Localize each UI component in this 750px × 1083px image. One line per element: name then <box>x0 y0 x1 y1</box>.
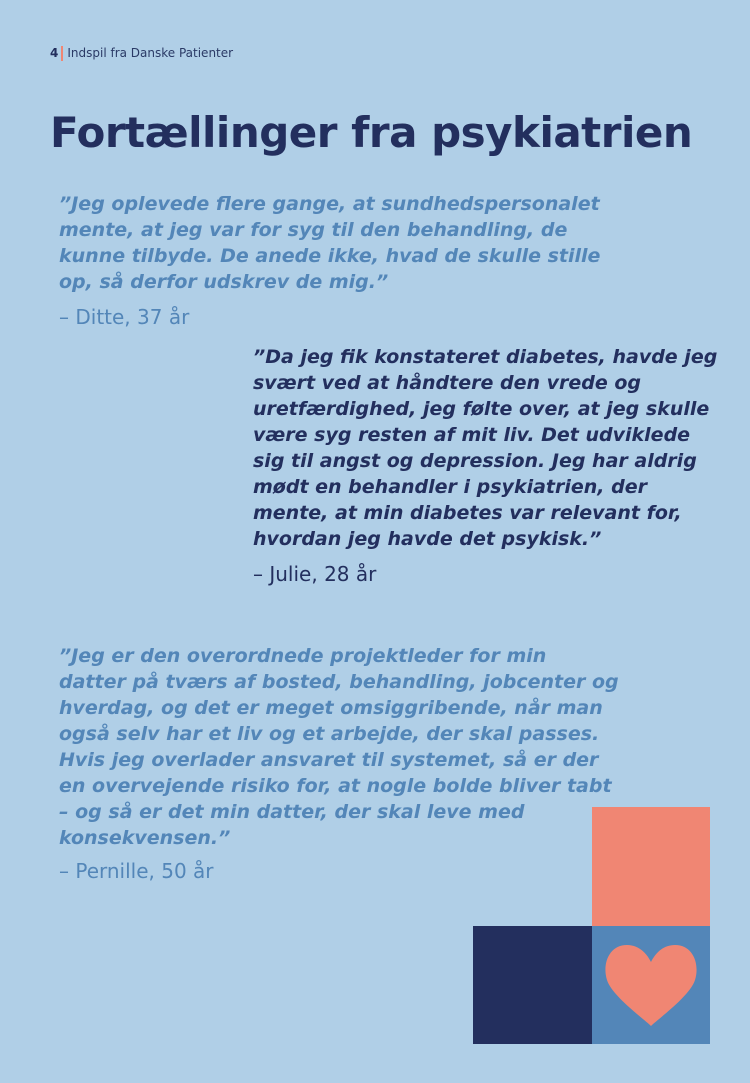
quote-julie: ”Da jeg fik konstateret diabetes, havde jeg svært ved at håndtere den vrede og uretfærdighed, jeg følte over, at jeg skulle være syg resten af mit liv. Det udviklede sig til angst og depression. Jeg har aldrig mødt en behandler i psykiatrien, der mente, at min diabetes var relevant for, hvordan jeg havde det psykisk.” <box>253 346 718 550</box>
page-title: Fortællinger fra psykiatrien <box>50 108 693 157</box>
page-header <box>50 45 233 61</box>
decorative-block-coral <box>592 807 710 926</box>
quote-ditte: ”Jeg oplevede flere gange, at sundhedspersonalet mente, at jeg var for syg til den behandling, de kunne tilbyde. De anede ikke, hvad de skulle stille op, så derfor udskrev de mig.” <box>59 193 601 293</box>
header-divider <box>61 46 63 61</box>
quote-pernille: ”Jeg er den overordnede projektleder for min datter på tværs af bosted, behandling, jobcenter og hverdag, og det er meget omsiggribende, når man også selv har et liv og et arbejde, der skal passes. Hvis jeg overlader ansvaret til systemet, så er der en overvejende risiko for, at nogle bolde bliver tabt – og så er det min datter, der skal leve med konsekvensen.” <box>59 645 619 849</box>
section-title: Indspil fra Danske Patienter <box>67 46 234 60</box>
heart-icon <box>604 940 698 1030</box>
decorative-block-navy <box>473 926 592 1044</box>
page-number: 4 <box>50 46 59 60</box>
attribution-julie: – Julie, 28 år <box>253 562 377 586</box>
attribution-ditte: – Ditte, 37 år <box>59 305 190 329</box>
attribution-pernille: – Pernille, 50 år <box>59 859 214 883</box>
